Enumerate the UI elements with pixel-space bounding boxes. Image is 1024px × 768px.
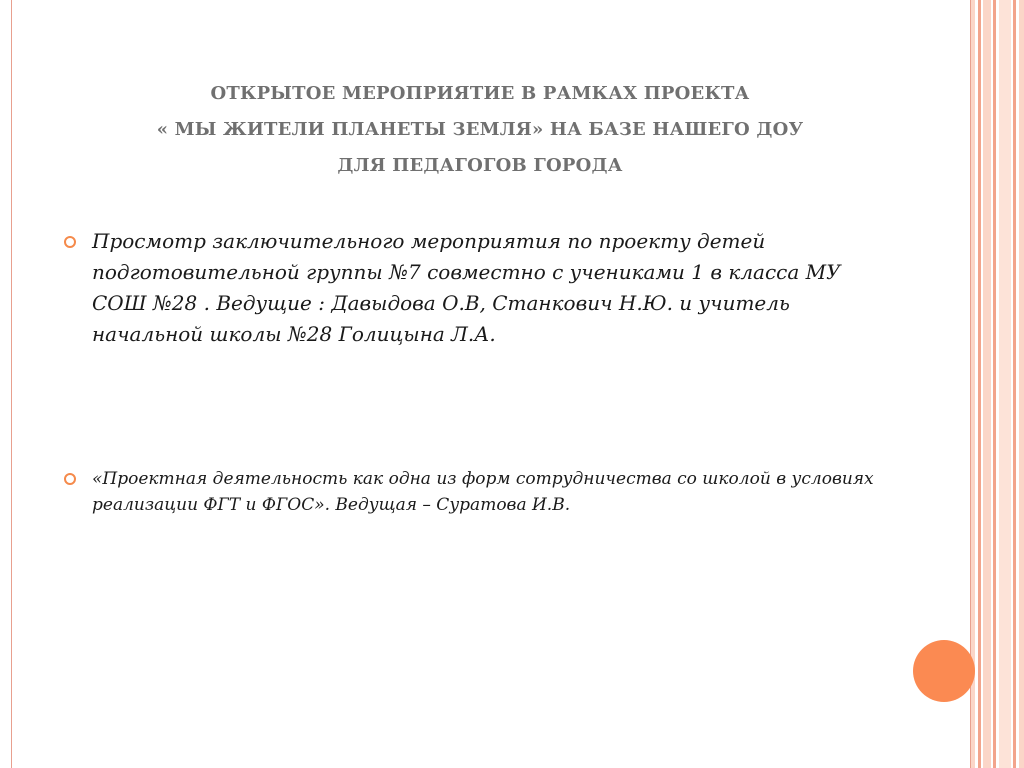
stripe-1 bbox=[971, 0, 975, 768]
stripe-2 bbox=[978, 0, 981, 768]
hollow-circle-bullet-icon bbox=[64, 236, 76, 248]
title-line-2: « МЫ ЖИТЕЛИ ПЛАНЕТЫ ЗЕМЛЯ» НА БАЗЕ НАШЕГО ДОУ bbox=[156, 119, 804, 141]
stripe-6 bbox=[1013, 0, 1016, 768]
bullet-list bbox=[62, 226, 882, 518]
bullet-item bbox=[62, 226, 882, 350]
bullet-text: Просмотр заключительного мероприятия по проекту детей подготовительной группы №7 совместно с учениками 1 в класса МУ СОШ №28 . Ведущие : Давыдова О.В, Станкович Н.Ю. и учитель начальной школы №28 Голицына Л.А. bbox=[92, 229, 841, 346]
hollow-circle-bullet-icon bbox=[64, 473, 76, 485]
title-line-3: ДЛЯ ПЕДАГОГОВ ГОРОДА bbox=[337, 155, 623, 177]
stripe-5 bbox=[999, 0, 1011, 768]
slide-title bbox=[60, 76, 900, 184]
stripe-7 bbox=[1019, 0, 1024, 768]
orange-circle-decoration bbox=[913, 640, 975, 702]
title-line-1: ОТКРЫТОЕ МЕРОПРИЯТИЕ В РАМКАХ ПРОЕКТА bbox=[210, 83, 750, 105]
bullet-item bbox=[62, 466, 882, 518]
stripe-3 bbox=[983, 0, 991, 768]
decorative-stripes bbox=[971, 0, 1024, 768]
stripe-4 bbox=[993, 0, 996, 768]
bullet-text: «Проектная деятельность как одна из форм сотрудничества со школой в условиях реализации ФГТ и ФГОС». Ведущая – Суратова И.В. bbox=[92, 469, 874, 515]
